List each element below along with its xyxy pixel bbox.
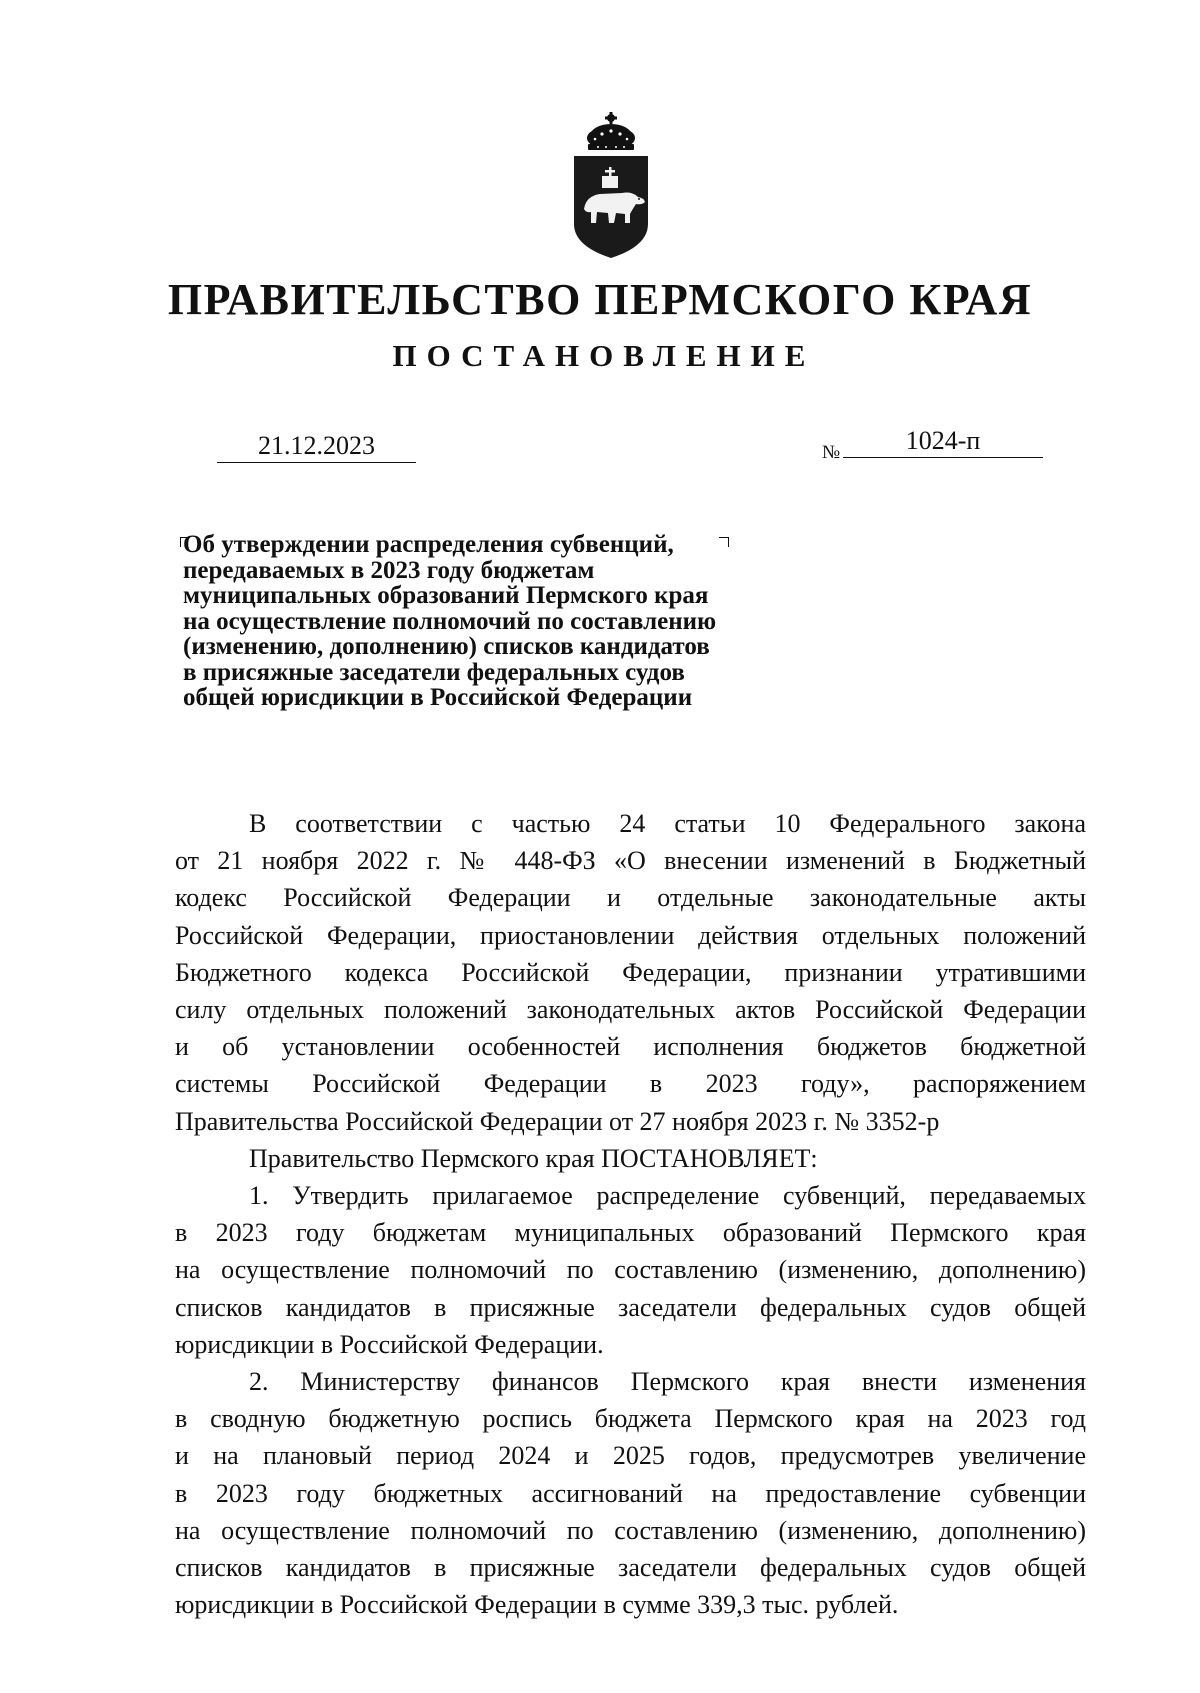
perm-krai-coat-of-arms-icon bbox=[566, 112, 656, 260]
document-date: 21.12.2023 bbox=[217, 430, 416, 463]
subject-line: Об утверждении распределения субвенций, bbox=[183, 531, 674, 558]
body-line: юрисдикции в Российской Федерации в сумме 339,3 тыс. рублей. bbox=[175, 1590, 899, 1620]
body-line: 2. Министерству финансов Пермского края внести изменения bbox=[249, 1367, 1086, 1397]
item-1-paragraph bbox=[175, 1177, 1086, 1363]
body-line: списков кандидатов в присяжные заседатели федеральных судов общей bbox=[175, 1292, 1086, 1322]
organization-name: ПРАВИТЕЛЬСТВО ПЕРМСКОГО КРАЯ bbox=[167, 275, 1033, 324]
resolves-paragraph bbox=[175, 1140, 1086, 1177]
body-line: Правительства Российской Федерации от 27 ноября 2023 г. № 3352-р bbox=[175, 1106, 940, 1136]
body-line: силу отдельных положений законодательных актов Российской Федерации bbox=[175, 995, 1086, 1025]
subject-line: общей юрисдикции в Российской Федерации bbox=[183, 684, 693, 711]
body-line: в сводную бюджетную роспись бюджета Пермского края на 2023 год bbox=[175, 1404, 1086, 1434]
body-line: Российской Федерации, приостановлении действия отдельных положений bbox=[175, 920, 1086, 950]
body-line: в 2023 году бюджетам муниципальных образований Пермского края bbox=[175, 1218, 1086, 1248]
body-line: В соответствии с частью 24 статьи 10 Федерального закона bbox=[249, 809, 1086, 838]
preamble-paragraph bbox=[175, 805, 1086, 1140]
body-line: и на плановый период 2024 и 2025 годов, предусмотрев увеличение bbox=[175, 1441, 1086, 1471]
number-label: № bbox=[822, 442, 841, 463]
subject-line: на осуществление полномочий по составлению bbox=[183, 607, 717, 635]
subject-line: передаваемых в 2023 году бюджетам bbox=[183, 556, 595, 584]
body-line: системы Российской Федерации в 2023 году», распоряжением bbox=[175, 1069, 1086, 1099]
body-line: списков кандидатов в присяжные заседатели федеральных судов общей bbox=[175, 1553, 1086, 1583]
body-line: от 21 ноября 2022 г. № 448-ФЗ «О внесении изменений в Бюджетный bbox=[175, 846, 1086, 876]
body-line: и об установлении особенностей исполнения бюджетов бюджетной bbox=[175, 1032, 1086, 1062]
body-line: на осуществление полномочий по составлению (изменению, дополнению) bbox=[175, 1515, 1086, 1545]
subject-line: муниципальных образований Пермского края bbox=[183, 582, 709, 609]
document-subject bbox=[183, 532, 823, 711]
body-line: Правительство Пермского края ПОСТАНОВЛЯЕТ: bbox=[249, 1143, 818, 1173]
document-type: ПОСТАНОВЛЕНИЕ bbox=[392, 338, 816, 373]
item-2-paragraph bbox=[175, 1363, 1086, 1623]
body-line: в 2023 году бюджетных ассигнований на предоставление субвенции bbox=[175, 1478, 1086, 1508]
body-line: кодекс Российской Федерации и отдельные законодательные акты bbox=[175, 883, 1086, 913]
body-line: юрисдикции в Российской Федерации. bbox=[175, 1329, 604, 1359]
document-body bbox=[175, 805, 1086, 1623]
subject-line: в присяжные заседатели федеральных судов bbox=[183, 658, 685, 686]
body-line: 1. Утвердить прилагаемое распределение субвенций, передаваемых bbox=[249, 1181, 1086, 1211]
body-line: Бюджетного кодекса Российской Федерации, признании утратившими bbox=[175, 957, 1086, 987]
body-line: на осуществление полномочий по составлению (изменению, дополнению) bbox=[175, 1255, 1086, 1285]
document-number: 1024-п bbox=[843, 425, 1043, 458]
subject-line: (изменению, дополнению) списков кандидатов bbox=[183, 633, 710, 660]
